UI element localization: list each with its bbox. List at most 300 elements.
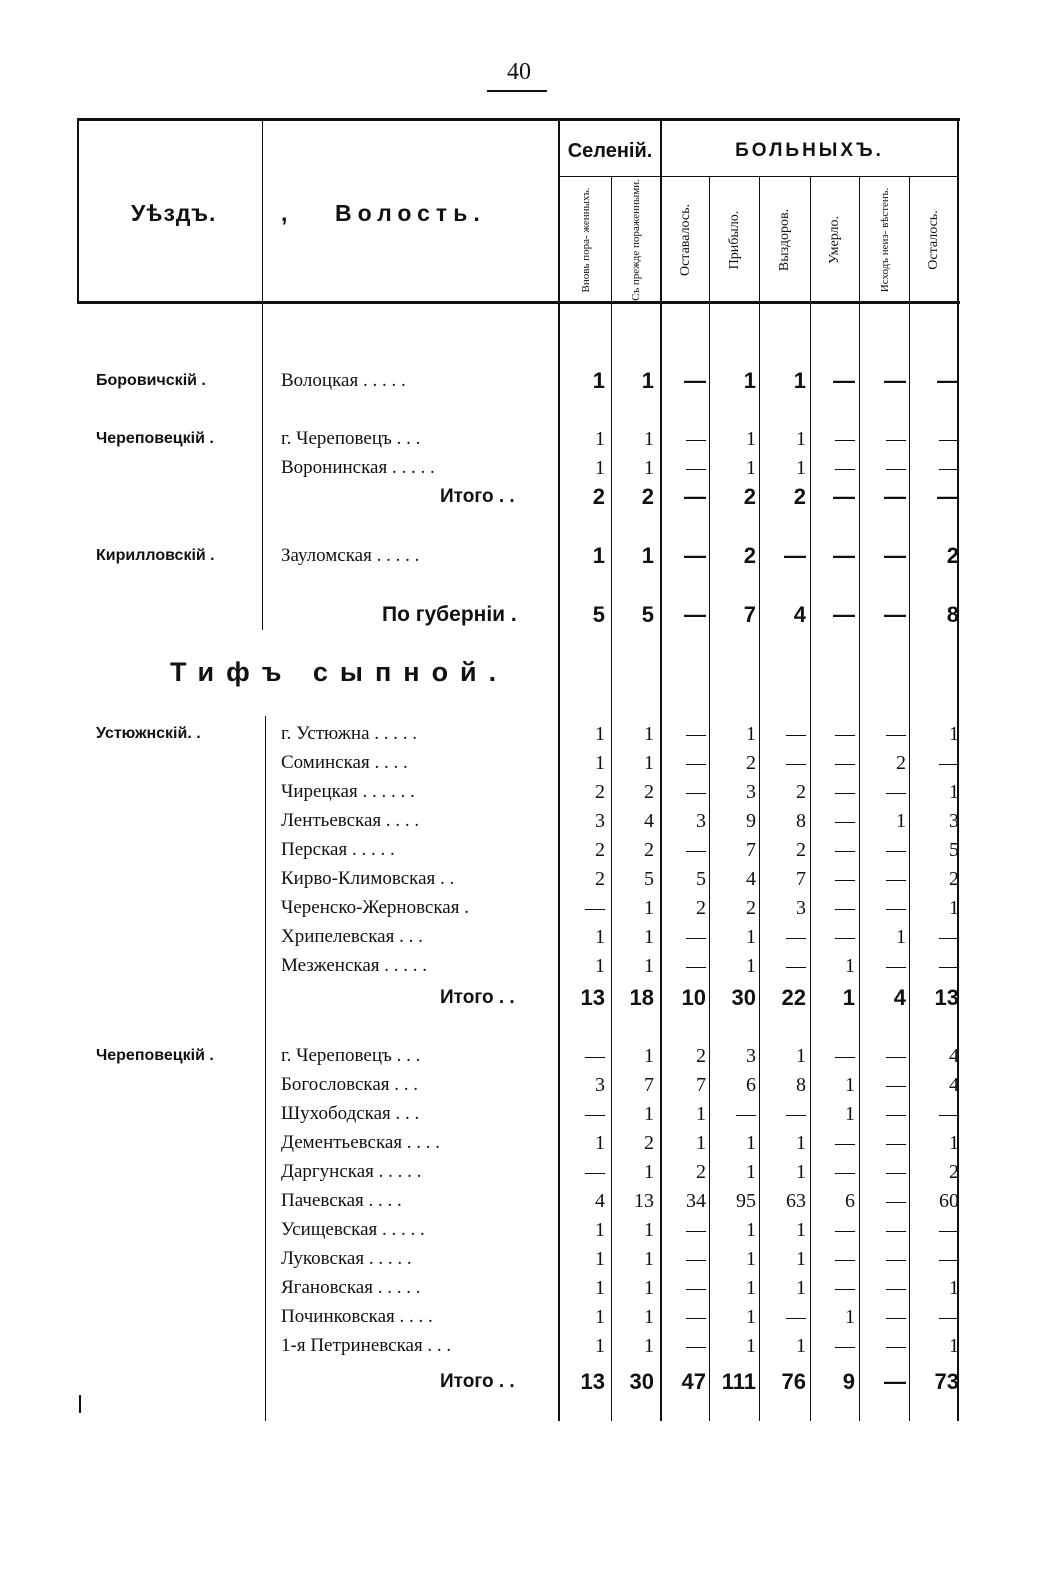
value-cell: 1: [845, 1103, 855, 1125]
value-cell: —: [835, 723, 855, 745]
value-cell: —: [786, 752, 806, 774]
volost-name: Соминская . . . .: [281, 752, 408, 773]
volost-name: г. Череповецъ . . .: [281, 428, 421, 449]
value-cell: —: [835, 428, 855, 450]
table-row: [0, 1367, 1059, 1397]
value-cell: 1: [644, 1219, 654, 1241]
table-row: [0, 1099, 1059, 1129]
value-cell: 1: [644, 1161, 654, 1183]
value-cell: 1: [595, 1132, 605, 1154]
value-cell: —: [786, 723, 806, 745]
value-cell: —: [886, 1132, 906, 1154]
value-cell: 9: [842, 1369, 855, 1394]
value-cell: 5: [592, 602, 605, 627]
volost-name: Мезженская . . . . .: [281, 955, 427, 976]
value-cell: 1: [595, 428, 605, 450]
value-cell: 1: [595, 1335, 605, 1357]
table-row: [0, 1215, 1059, 1245]
value-cell: —: [786, 926, 806, 948]
value-cell: —: [835, 810, 855, 832]
value-cell: 2: [644, 781, 654, 803]
header-volost-mark: ,: [281, 200, 289, 226]
value-cell: 1: [746, 1277, 756, 1299]
value-cell: 1: [644, 428, 654, 450]
volost-name: Кирво-Климовская . .: [281, 868, 455, 889]
value-cell: 111: [721, 1369, 756, 1394]
group-divider-rule: [558, 176, 958, 177]
divider-uezd-volost-header: [262, 118, 263, 304]
value-cell: 1: [746, 1335, 756, 1357]
value-cell: 1: [641, 368, 654, 393]
value-cell: 1: [595, 1248, 605, 1270]
value-cell: 3: [949, 810, 959, 832]
table-row: [0, 1157, 1059, 1187]
value-cell: —: [686, 1219, 706, 1241]
value-cell: 1: [595, 1219, 605, 1241]
value-cell: —: [585, 1045, 605, 1067]
volost-name: 1-я Петриневская . . .: [281, 1335, 452, 1356]
value-cell: 4: [893, 985, 906, 1010]
value-cell: 4: [595, 1190, 605, 1212]
value-cell: —: [835, 1277, 855, 1299]
value-cell: 1: [896, 926, 906, 948]
volost-name: Воронинская . . . . .: [281, 457, 435, 478]
table-row: [0, 983, 1059, 1013]
col-header-prezhde: Съ прежде пораженными.: [630, 179, 642, 301]
value-cell: 3: [746, 1045, 756, 1067]
value-cell: —: [886, 897, 906, 919]
value-cell: 13: [934, 985, 959, 1010]
value-cell: 2: [796, 839, 806, 861]
value-cell: 1: [595, 1306, 605, 1328]
value-cell: 2: [595, 868, 605, 890]
volost-name: г. Устюжна . . . . .: [281, 723, 418, 744]
itogo-label: Итого . .: [440, 987, 515, 1008]
itogo-label: Итого . .: [440, 1371, 515, 1392]
value-cell: —: [684, 543, 706, 568]
table-row: [0, 748, 1059, 778]
value-cell: —: [937, 368, 959, 393]
value-cell: 2: [644, 839, 654, 861]
value-cell: 30: [731, 985, 756, 1010]
col-header-vnov: Вновь пора- женныхъ.: [579, 187, 592, 293]
value-cell: 63: [786, 1190, 806, 1212]
value-cell: 4: [949, 1074, 959, 1096]
value-cell: 1: [796, 1277, 806, 1299]
table-row: [0, 1186, 1059, 1216]
value-cell: 2: [896, 752, 906, 774]
volost-name: г. Череповецъ . . .: [281, 1045, 421, 1066]
value-cell: —: [886, 868, 906, 890]
value-cell: —: [835, 781, 855, 803]
value-cell: —: [886, 1335, 906, 1357]
value-cell: 34: [686, 1190, 706, 1212]
value-cell: 1: [595, 1277, 605, 1299]
value-cell: —: [937, 484, 959, 509]
value-cell: 7: [796, 868, 806, 890]
value-cell: 73: [934, 1369, 959, 1394]
value-cell: 1: [796, 457, 806, 479]
value-cell: 2: [743, 543, 756, 568]
value-cell: —: [835, 897, 855, 919]
value-cell: 13: [634, 1190, 654, 1212]
value-cell: 5: [641, 602, 654, 627]
value-cell: 2: [946, 543, 959, 568]
table-row: [0, 1302, 1059, 1332]
value-cell: —: [736, 1103, 756, 1125]
value-cell: 1: [644, 955, 654, 977]
value-cell: —: [835, 1219, 855, 1241]
value-cell: 9: [746, 810, 756, 832]
value-cell: —: [835, 752, 855, 774]
value-cell: —: [886, 781, 906, 803]
value-cell: 13: [580, 985, 605, 1010]
value-cell: 8: [796, 1074, 806, 1096]
value-cell: 8: [946, 602, 959, 627]
value-cell: —: [886, 1190, 906, 1212]
value-cell: —: [684, 602, 706, 627]
value-cell: 1: [595, 457, 605, 479]
value-cell: 1: [746, 926, 756, 948]
value-cell: 1: [949, 1277, 959, 1299]
value-cell: —: [835, 839, 855, 861]
value-cell: —: [939, 926, 959, 948]
value-cell: 2: [696, 897, 706, 919]
value-cell: 1: [796, 428, 806, 450]
value-cell: 3: [696, 810, 706, 832]
value-cell: 1: [644, 457, 654, 479]
value-cell: —: [886, 955, 906, 977]
volost-name: Перская . . . . .: [281, 839, 395, 860]
col-header-vyzdorov: Выздоров.: [777, 208, 792, 272]
value-cell: —: [939, 428, 959, 450]
value-cell: 1: [845, 1306, 855, 1328]
table-row: [0, 1070, 1059, 1100]
value-cell: 60: [939, 1190, 959, 1212]
value-cell: 95: [736, 1190, 756, 1212]
value-cell: 1: [592, 368, 605, 393]
value-cell: 1: [796, 1335, 806, 1357]
value-cell: 3: [746, 781, 756, 803]
value-cell: 2: [949, 868, 959, 890]
value-cell: —: [686, 839, 706, 861]
value-cell: 2: [743, 484, 756, 509]
value-cell: 1: [644, 1277, 654, 1299]
header-bottom-rule: [77, 301, 960, 304]
table-row: [0, 366, 1059, 396]
value-cell: —: [585, 897, 605, 919]
value-cell: —: [835, 1045, 855, 1067]
value-cell: 1: [949, 897, 959, 919]
value-cell: 1: [644, 1335, 654, 1357]
value-cell: —: [939, 1248, 959, 1270]
value-cell: 1: [746, 1248, 756, 1270]
value-cell: —: [833, 484, 855, 509]
value-cell: 7: [644, 1074, 654, 1096]
value-cell: 2: [746, 897, 756, 919]
table-row: [0, 777, 1059, 807]
value-cell: —: [686, 457, 706, 479]
value-cell: —: [884, 543, 906, 568]
header-uezd: Уѣздъ.: [131, 200, 217, 226]
value-cell: —: [835, 1248, 855, 1270]
volost-name: Лентьевская . . . .: [281, 810, 420, 831]
value-cell: 1: [793, 368, 806, 393]
value-cell: —: [886, 1219, 906, 1241]
value-cell: 3: [796, 897, 806, 919]
value-cell: 1: [644, 1045, 654, 1067]
value-cell: 6: [845, 1190, 855, 1212]
col-header-ostalos: Осталось.: [925, 210, 941, 270]
volost-name: Чирецкая . . . . . .: [281, 781, 415, 802]
value-cell: 10: [681, 985, 706, 1010]
value-cell: 30: [629, 1369, 654, 1394]
value-cell: 47: [681, 1369, 706, 1394]
value-cell: 1: [842, 985, 855, 1010]
value-cell: 1: [644, 752, 654, 774]
uezd-name: Череповецкій .: [96, 1047, 214, 1064]
table-row: [0, 1041, 1059, 1071]
table-row: [0, 806, 1059, 836]
value-cell: 1: [641, 543, 654, 568]
value-cell: 1: [845, 955, 855, 977]
value-cell: 1: [644, 897, 654, 919]
volost-name: Пачевская . . . .: [281, 1190, 402, 1211]
value-cell: 2: [595, 781, 605, 803]
value-cell: 1: [796, 1219, 806, 1241]
value-cell: 1: [949, 781, 959, 803]
volost-name: Черенско-Жерновская .: [281, 897, 469, 918]
value-cell: —: [886, 1074, 906, 1096]
value-cell: 1: [644, 1248, 654, 1270]
header-bolnykh: БОЛЬНЫХЪ.: [735, 140, 884, 161]
itogo-label: Итого . .: [440, 486, 515, 507]
table-row: [0, 424, 1059, 454]
value-cell: 1: [949, 1132, 959, 1154]
value-cell: 1: [746, 1132, 756, 1154]
value-cell: —: [886, 1161, 906, 1183]
value-cell: —: [835, 1335, 855, 1357]
value-cell: 1: [949, 723, 959, 745]
value-cell: 1: [796, 1248, 806, 1270]
value-cell: —: [939, 955, 959, 977]
value-cell: 4: [746, 868, 756, 890]
value-cell: 1: [644, 926, 654, 948]
col-header-ostavalos: Оставалось.: [677, 203, 693, 277]
value-cell: 1: [696, 1132, 706, 1154]
volost-name: Усищевская . . . . .: [281, 1219, 425, 1240]
col-header-umerlo: Умерло.: [827, 215, 842, 265]
value-cell: 1: [746, 428, 756, 450]
volost-name: Хрипелевская . . .: [281, 926, 423, 947]
value-cell: —: [939, 457, 959, 479]
value-cell: —: [884, 1369, 906, 1394]
value-cell: —: [585, 1161, 605, 1183]
value-cell: —: [884, 368, 906, 393]
value-cell: —: [686, 1306, 706, 1328]
value-cell: —: [939, 752, 959, 774]
value-cell: —: [686, 1335, 706, 1357]
value-cell: 2: [696, 1045, 706, 1067]
volost-name: Дементьевская . . . .: [281, 1132, 441, 1153]
value-cell: 1: [746, 1161, 756, 1183]
value-cell: 3: [595, 810, 605, 832]
uezd-name: Кирилловскій .: [96, 547, 215, 564]
col-header-pribylo: Прибыло.: [726, 210, 742, 270]
value-cell: —: [684, 484, 706, 509]
value-cell: —: [686, 1277, 706, 1299]
table-row: [0, 719, 1059, 749]
table-row: [0, 835, 1059, 865]
value-cell: 1: [746, 1219, 756, 1241]
value-cell: 1: [696, 1103, 706, 1125]
value-cell: 1: [595, 723, 605, 745]
value-cell: 7: [746, 839, 756, 861]
value-cell: 1: [644, 1306, 654, 1328]
value-cell: —: [886, 1306, 906, 1328]
value-cell: 1: [592, 543, 605, 568]
page-number: 40: [507, 59, 531, 85]
value-cell: —: [886, 1045, 906, 1067]
value-cell: —: [835, 457, 855, 479]
value-cell: 1: [949, 1335, 959, 1357]
value-cell: 1: [595, 926, 605, 948]
value-cell: 2: [793, 484, 806, 509]
value-cell: 1: [896, 810, 906, 832]
value-cell: 2: [641, 484, 654, 509]
value-cell: —: [833, 543, 855, 568]
header-volost: Волость.: [335, 200, 486, 226]
value-cell: 4: [793, 602, 806, 627]
value-cell: 1: [746, 955, 756, 977]
value-cell: 2: [644, 1132, 654, 1154]
value-cell: —: [835, 1161, 855, 1183]
value-cell: 7: [743, 602, 756, 627]
table-row: [0, 1273, 1059, 1303]
value-cell: —: [886, 839, 906, 861]
value-cell: 3: [595, 1074, 605, 1096]
value-cell: —: [684, 368, 706, 393]
uezd-name: Боровичскій .: [96, 372, 206, 389]
value-cell: —: [686, 1248, 706, 1270]
value-cell: 7: [696, 1074, 706, 1096]
section-heading-tif-sypnoy: Тифъ сыпной.: [170, 657, 509, 687]
value-cell: —: [886, 723, 906, 745]
value-cell: —: [886, 1277, 906, 1299]
volost-name: Луковская . . . . .: [281, 1248, 412, 1269]
value-cell: —: [939, 1306, 959, 1328]
col-header-iskhod: Исходъ неиз- вѣстенъ.: [878, 187, 891, 293]
value-cell: —: [884, 602, 906, 627]
value-cell: —: [585, 1103, 605, 1125]
table-row: [0, 1331, 1059, 1361]
volost-name: Богословская . . .: [281, 1074, 419, 1095]
value-cell: 4: [949, 1045, 959, 1067]
value-cell: 2: [696, 1161, 706, 1183]
table-row: [0, 482, 1059, 512]
value-cell: —: [686, 781, 706, 803]
value-cell: —: [886, 457, 906, 479]
value-cell: 5: [696, 868, 706, 890]
table-row: [0, 922, 1059, 952]
uezd-name: Череповецкій .: [96, 430, 214, 447]
value-cell: —: [786, 1103, 806, 1125]
value-cell: 2: [595, 839, 605, 861]
value-cell: —: [835, 926, 855, 948]
value-cell: —: [686, 926, 706, 948]
table-row: [0, 864, 1059, 894]
table-row: [0, 951, 1059, 981]
value-cell: 18: [629, 985, 654, 1010]
value-cell: —: [886, 428, 906, 450]
value-cell: 2: [746, 752, 756, 774]
value-cell: 22: [781, 985, 806, 1010]
volost-name: Шухободская . . .: [281, 1103, 420, 1124]
value-cell: 1: [746, 723, 756, 745]
value-cell: —: [835, 868, 855, 890]
table-row: [0, 600, 1059, 630]
value-cell: 1: [595, 752, 605, 774]
value-cell: 1: [743, 368, 756, 393]
value-cell: 76: [781, 1369, 806, 1394]
value-cell: 1: [644, 723, 654, 745]
value-cell: —: [784, 543, 806, 568]
value-cell: 2: [796, 781, 806, 803]
table-row: [0, 1128, 1059, 1158]
border-left: [77, 118, 79, 304]
volost-name: Ягановская . . . . .: [281, 1277, 421, 1298]
value-cell: 2: [949, 1161, 959, 1183]
value-cell: 1: [796, 1045, 806, 1067]
value-cell: 1: [796, 1161, 806, 1183]
value-cell: 4: [644, 810, 654, 832]
header-seleniy: Селеній.: [567, 140, 653, 162]
uezd-name: Устюжнскій. .: [96, 725, 201, 742]
po-gubernii-label: По губерніи .: [382, 603, 517, 626]
page-number-underline: [487, 90, 547, 92]
value-cell: —: [886, 1248, 906, 1270]
value-cell: —: [686, 428, 706, 450]
value-cell: —: [886, 1103, 906, 1125]
value-cell: 5: [644, 868, 654, 890]
value-cell: —: [835, 1132, 855, 1154]
volost-name: Даргунская . . . . .: [281, 1161, 422, 1182]
value-cell: —: [939, 1219, 959, 1241]
value-cell: —: [686, 723, 706, 745]
value-cell: 1: [746, 1306, 756, 1328]
value-cell: 1: [644, 1103, 654, 1125]
value-cell: 2: [592, 484, 605, 509]
table-top-rule: [77, 118, 960, 121]
value-cell: —: [833, 368, 855, 393]
value-cell: 1: [746, 457, 756, 479]
value-cell: 1: [595, 955, 605, 977]
value-cell: —: [686, 955, 706, 977]
value-cell: —: [786, 955, 806, 977]
value-cell: —: [786, 1306, 806, 1328]
value-cell: 6: [746, 1074, 756, 1096]
value-cell: 1: [845, 1074, 855, 1096]
value-cell: —: [939, 1103, 959, 1125]
volost-name: Волоцкая . . . . .: [281, 370, 406, 391]
value-cell: —: [833, 602, 855, 627]
value-cell: 1: [796, 1132, 806, 1154]
value-cell: —: [884, 484, 906, 509]
border-left-lower: [79, 1395, 81, 1413]
table-row: [0, 541, 1059, 571]
table-row: [0, 453, 1059, 483]
table-row: [0, 893, 1059, 923]
